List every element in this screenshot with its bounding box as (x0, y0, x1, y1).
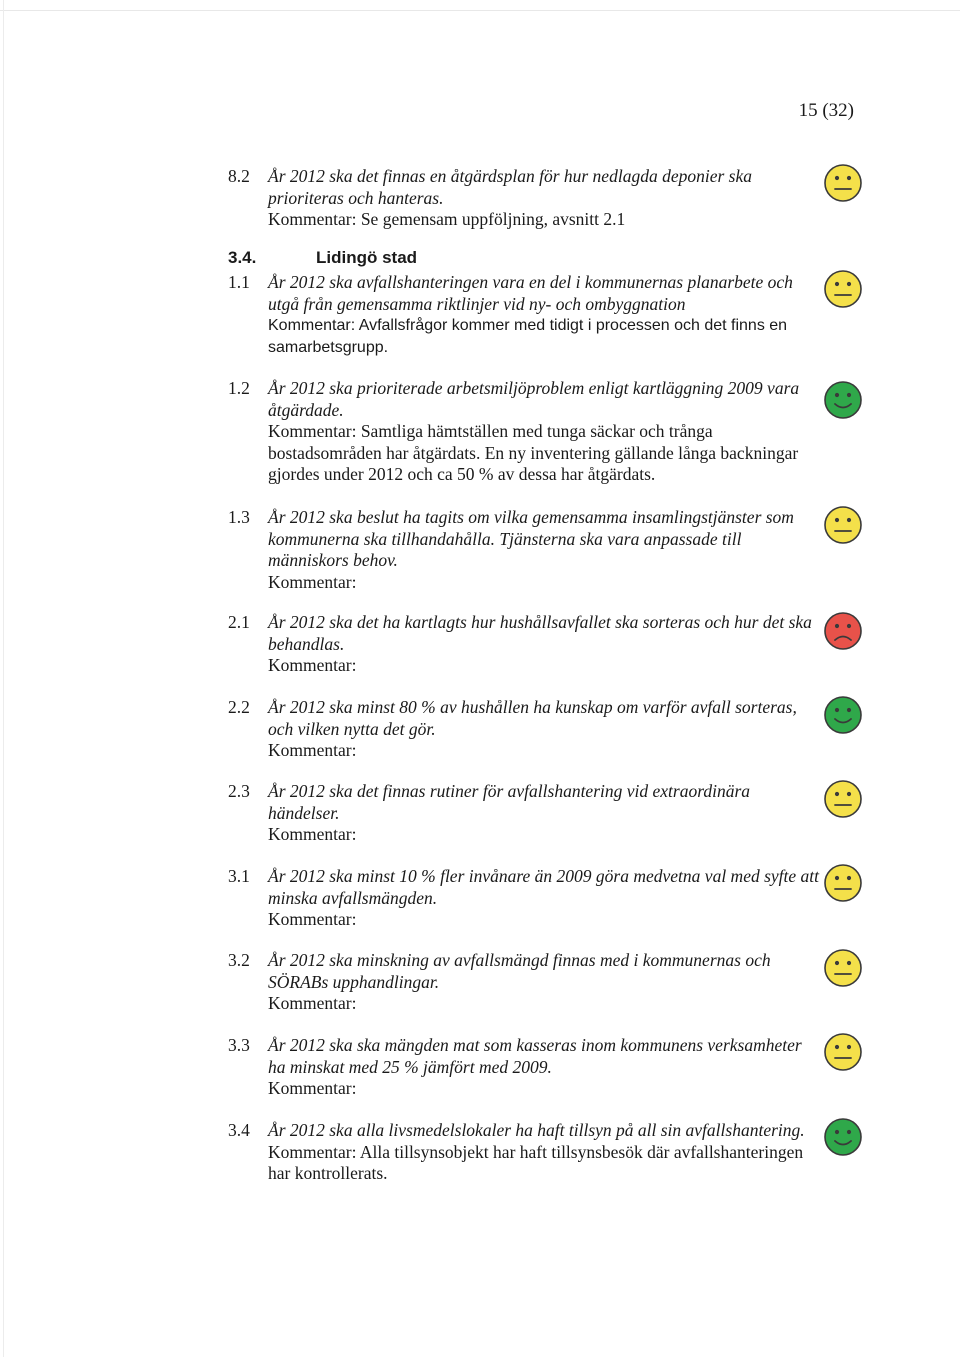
page-number: 15 (32) (798, 100, 854, 121)
goal-text: År 2012 ska minst 80 % av hushållen ha kunskap om varför avfall sorteras, och vilken nytta det gör. (268, 697, 797, 739)
goal-number: 1.2 (228, 378, 250, 398)
goal-text: År 2012 ska det finnas en åtgärdsplan för hur nedlagda deponier ska prioriteras och hanteras. (268, 166, 752, 208)
neutral-face-icon (822, 504, 864, 546)
goal-number: 2.1 (228, 612, 250, 632)
neutral-face-icon (822, 947, 864, 989)
goal-number: 1.1 (228, 272, 250, 292)
goal-comment: Kommentar: Samtliga hämtställen med tunga säckar och trånga bostadsområden har åtgärdats. En ny inventering gällande långa backningar gjordes under 2012 och ca 50 % av dessa har åtgärdats. (268, 421, 799, 484)
happy-face-icon (822, 379, 864, 421)
happy-face-icon (822, 694, 864, 736)
goal-comment: Kommentar: Avfallsfrågor kommer med tidigt i processen och det finns en samarbetsgrupp. (268, 317, 788, 356)
goal-number: 2.3 (228, 781, 250, 801)
neutral-face-icon (822, 1031, 864, 1073)
neutral-face-icon (822, 778, 864, 820)
goal-number: 3.2 (228, 950, 250, 970)
neutral-face-icon (822, 162, 864, 204)
goal-text: År 2012 ska avfallshanteringen vara en del i kommunernas planarbete och utgå från gemensamma riktlinjer vid ny- och ombyggnation (268, 272, 793, 314)
goal-comment: Kommentar: Se gemensam uppföljning, avsnitt 2.1 (268, 209, 626, 229)
goal-number: 3.3 (228, 1035, 250, 1055)
goal-text: År 2012 ska minst 10 % fler invånare än 2009 göra medvetna val med syfte att minska avfallsmängden. (268, 866, 820, 908)
happy-face-icon (822, 1116, 864, 1158)
goal-comment: Kommentar: (268, 909, 357, 929)
goal-number: 8.2 (228, 166, 250, 186)
goal-text: År 2012 ska beslut ha tagits om vilka gemensamma insamlingstjänster som kommunerna ska tillhandahålla. Tjänsterna ska vara anpassade till människors behov. (268, 507, 794, 570)
goal-text: År 2012 ska alla livsmedelslokaler ha haft tillsyn på all sin avfallshantering. (268, 1120, 805, 1140)
goal-text: År 2012 ska prioriterade arbetsmiljöproblem enligt kartläggning 2009 vara åtgärdade. (268, 378, 800, 420)
scan-edge-left (3, 0, 4, 1357)
goal-number: 2.2 (228, 697, 250, 717)
section-title: Lidingö stad (316, 248, 418, 267)
goal-comment: Kommentar: (268, 824, 357, 844)
scan-edge-top (0, 10, 960, 11)
goal-comment: Kommentar: (268, 993, 357, 1013)
goal-text: År 2012 ska det ha kartlagts hur hushållsavfallet ska sorteras och hur det ska behandlas. (268, 612, 812, 654)
goal-comment: Kommentar: (268, 571, 357, 592)
sad-face-icon (822, 610, 864, 652)
goal-number: 1.3 (228, 507, 250, 527)
goal-text: År 2012 ska minskning av avfallsmängd finnas med i kommunernas och SÖRABs upphandlingar. (268, 950, 771, 992)
goal-comment: Kommentar: Alla tillsynsobjekt har haft tillsynsbesök där avfallshanteringen har kontrollerats. (268, 1141, 804, 1183)
goal-text: År 2012 ska det finnas rutiner för avfallshantering vid extraordinära händelser. (268, 781, 751, 823)
neutral-face-icon (822, 268, 864, 310)
neutral-face-icon (822, 862, 864, 904)
section-number: 3.4. (228, 248, 257, 267)
goal-number: 3.4 (228, 1120, 250, 1140)
goal-text: År 2012 ska ska mängden mat som kasseras inom kommunens verksamheter ha minskat med 25 % jämfört med 2009. (268, 1035, 802, 1077)
goal-comment: Kommentar: (268, 1078, 357, 1098)
goal-comment: Kommentar: (268, 740, 357, 760)
goal-number: 3.1 (228, 866, 250, 886)
goal-comment: Kommentar: (268, 655, 357, 675)
